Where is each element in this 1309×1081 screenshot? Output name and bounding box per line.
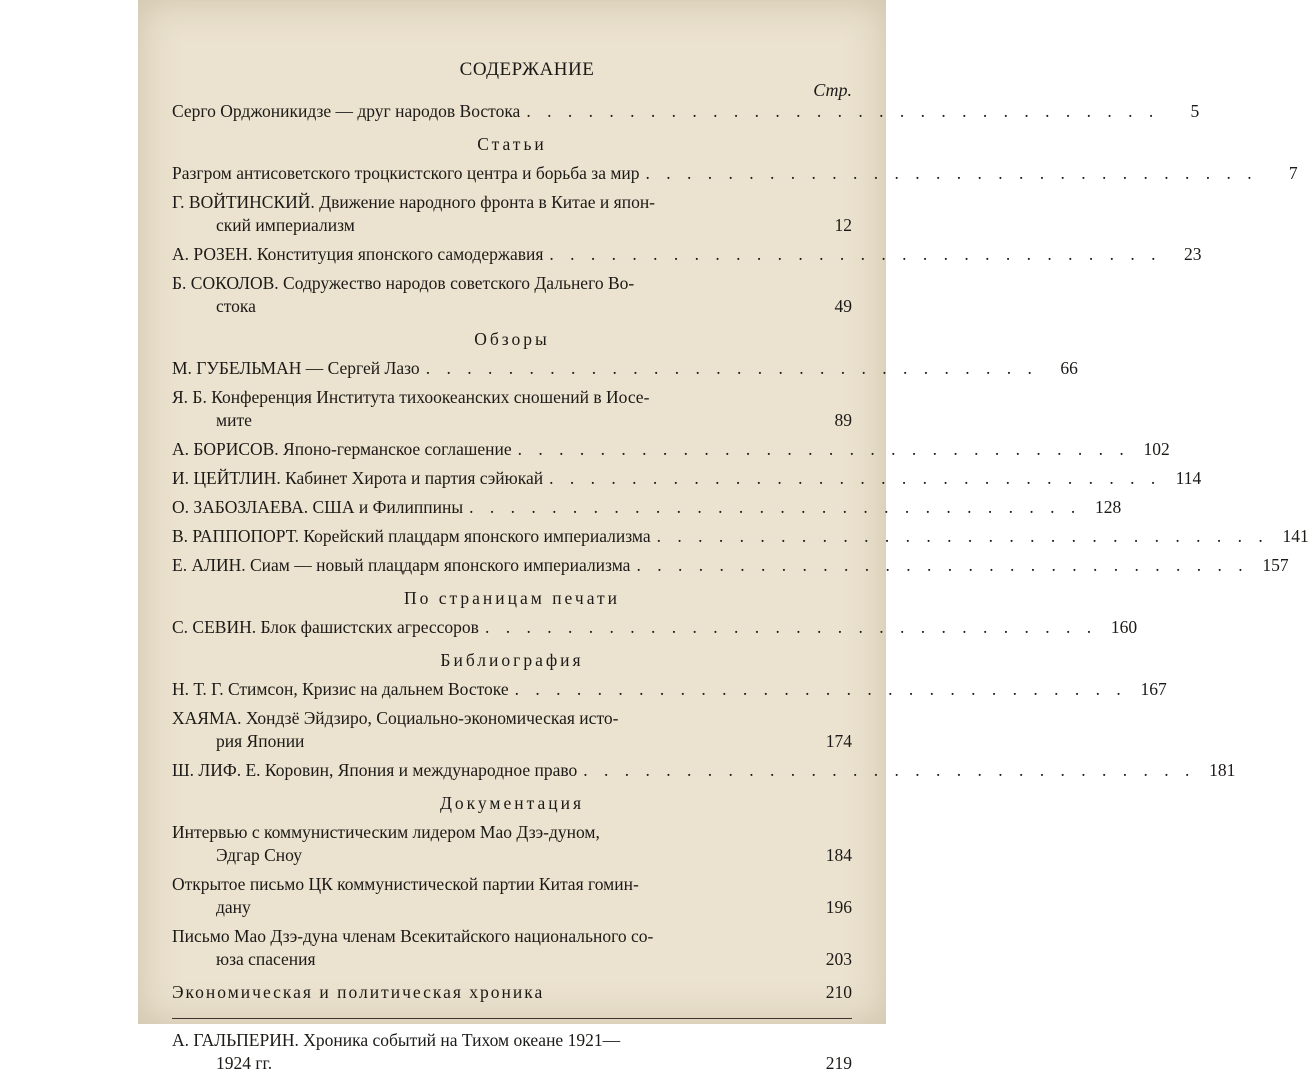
dot-leader: . . . . . . . . . . . . . . . . . . . . . . . . . . . . . .: [484, 617, 1098, 637]
toc-entry-text: А. БОРИСОВ. Японо-германское соглашение: [172, 439, 512, 459]
divider: [172, 1018, 852, 1019]
toc-page-number: 49: [834, 296, 852, 316]
toc-page-number: 12: [834, 215, 852, 235]
toc-entry: [172, 873, 852, 919]
section-heading: По страницам печати: [403, 588, 621, 608]
toc-entry: [172, 272, 852, 318]
dot-leader: . . . . . . . . . . . . . . . . . . . . . . . . . . . . . .: [636, 555, 1249, 575]
toc-entry-text: М. ГУБЕЛЬМАН — Сергей Лазо: [172, 358, 420, 378]
toc-entry: [172, 821, 852, 867]
toc-entry: [172, 554, 1289, 577]
toc-entry: [172, 162, 1298, 185]
dot-leader: . . . . . . . . . . . . . . . . . . . . . . . . . . . . . .: [656, 526, 1269, 546]
page-title: СОДЕРЖАНИЕ: [459, 59, 595, 80]
dot-leader: . . . . . . . . . . . . . . . . . . . . . . . . . . . . . .: [549, 468, 1162, 488]
dot-leader: . . . . . . . . . . . . . . . . . . . . . . . . . . . . . .: [583, 760, 1196, 780]
toc-entry-text: С. СЕВИН. Блок фашистских агрессоров: [172, 617, 479, 637]
section-heading: Библиография: [440, 650, 584, 670]
toc-entry-text: А. РОЗЕН. Конституция японского самодержавия: [172, 244, 544, 264]
toc-page-number: 174: [825, 731, 852, 751]
toc-entry-text: Н. Т. Г. Стимсон, Кризис на дальнем Востоке: [172, 679, 509, 699]
dot-leader: . . . . . . . . . . . . . . . . . . . . . . . . . . . . . .: [514, 679, 1127, 699]
toc-entry-text: Е. АЛИН. Сиам — новый плацдарм японского империализма: [172, 555, 631, 575]
toc-page-number: 184: [825, 845, 852, 865]
toc-entry-text: В. РАППОПОРТ. Корейский плацдарм японского империализма: [172, 526, 651, 546]
toc-page-number: 7: [1288, 163, 1298, 183]
toc-entry-text: А. ГАЛЬПЕРИН. Хроника событий на Тихом океане 1921— 1924 гг.: [172, 1030, 621, 1073]
toc-page-number: 210: [825, 982, 852, 1002]
toc-entry: [172, 925, 852, 971]
toc-page-number: 5: [1190, 101, 1200, 121]
toc-entry: [172, 357, 1078, 380]
page-column-label: Стр.: [813, 80, 852, 100]
toc-page-number: 114: [1175, 468, 1202, 488]
toc-page-number: 219: [825, 1053, 852, 1073]
dot-leader: . . . . . . . . . . . . . . . . . . . . . . . . . . . . . .: [469, 497, 1082, 517]
toc-page-number: 66: [1060, 358, 1078, 378]
toc-entry: [172, 467, 1202, 490]
section-heading: Обзоры: [474, 329, 550, 349]
toc-entry-text: О. ЗАБОЗЛАЕВА. США и Филиппины: [172, 497, 464, 517]
toc-entry-text: Письмо Мао Дзэ-дуна членам Всекитайского национального со- юза спасения: [172, 926, 654, 969]
toc-entry: [172, 707, 852, 753]
toc-page-number: 203: [825, 949, 852, 969]
toc-page-number: 102: [1143, 439, 1170, 459]
toc-entry-text: И. ЦЕЙТЛИН. Кабинет Хирота и партия сэйюкай: [172, 468, 544, 488]
section-heading: Статьи: [477, 134, 547, 154]
toc-entry-intro: [172, 100, 1200, 123]
toc-entry-text: Серго Орджоникидзе — друг народов Востока: [172, 101, 521, 121]
section-heading: Документация: [439, 793, 585, 813]
toc-entry: [172, 191, 852, 237]
toc-entry-text: Разгром антисоветского троцкистского центра и борьба за мир: [172, 163, 640, 183]
toc-page-number: 160: [1110, 617, 1138, 637]
toc-entry-last: [172, 1029, 852, 1075]
toc-page-number: 128: [1094, 497, 1122, 517]
toc-entry-text: Б. СОКОЛОВ. Содружество народов советского Дальнего Во- стока: [172, 273, 635, 316]
toc-entry-text: Г. ВОЙТИНСКИЙ. Движение народного фронта в Китае и япон- ский империализм: [172, 192, 656, 235]
toc-entry: [172, 386, 852, 432]
toc-entry-text: Ш. ЛИФ. Е. Коровин, Япония и международное право: [172, 760, 578, 780]
dot-leader: . . . . . . . . . . . . . . . . . . . . . . . . . . . . . . .: [526, 101, 1160, 121]
toc-page-number: 167: [1140, 679, 1167, 699]
toc-entry-text: Открытое письмо ЦК коммунистической партии Китая гомин- дану: [172, 874, 639, 917]
dot-leader: . . . . . . . . . . . . . . . . . . . . . . . . . . . . . .: [645, 163, 1258, 183]
toc-entry: [172, 616, 1138, 639]
toc-page-number: 89: [834, 410, 852, 430]
toc-page-number: 157: [1262, 555, 1289, 575]
toc-page-number: 181: [1209, 760, 1236, 780]
toc-entry-text: ХАЯМА. Хондзё Эйдзиро, Социально-экономическая исто- рия Японии: [172, 708, 619, 751]
toc-entry-text: Экономическая и политическая хроника: [172, 982, 545, 1002]
dot-leader: . . . . . . . . . . . . . . . . . . . . . . . . . . . . . .: [517, 439, 1130, 459]
toc-page-number: 23: [1184, 244, 1202, 264]
toc-entry-chronicle: [172, 981, 852, 1004]
toc-entry: [172, 759, 1236, 782]
toc-entry-text: Интервью с коммунистическим лидером Мао Дзэ-дуном, Эдгар Сноу: [172, 822, 600, 865]
table-of-contents: [172, 58, 1309, 1081]
toc-entry: [172, 438, 1170, 461]
toc-entry-text: Я. Б. Конференция Института тихоокеанских сношений в Иосе- мите: [172, 387, 650, 430]
toc-entry: [172, 525, 1309, 548]
toc-entry: [172, 496, 1122, 519]
dot-leader: . . . . . . . . . . . . . . . . . . . . . . . . . . . . . .: [549, 244, 1162, 264]
dot-leader: . . . . . . . . . . . . . . . . . . . . . . . . . . . . . .: [425, 358, 1038, 378]
toc-entry: [172, 678, 1167, 701]
toc-entry: [172, 243, 1202, 266]
toc-page-number: 141: [1282, 526, 1309, 546]
toc-page-number: 196: [825, 897, 852, 917]
